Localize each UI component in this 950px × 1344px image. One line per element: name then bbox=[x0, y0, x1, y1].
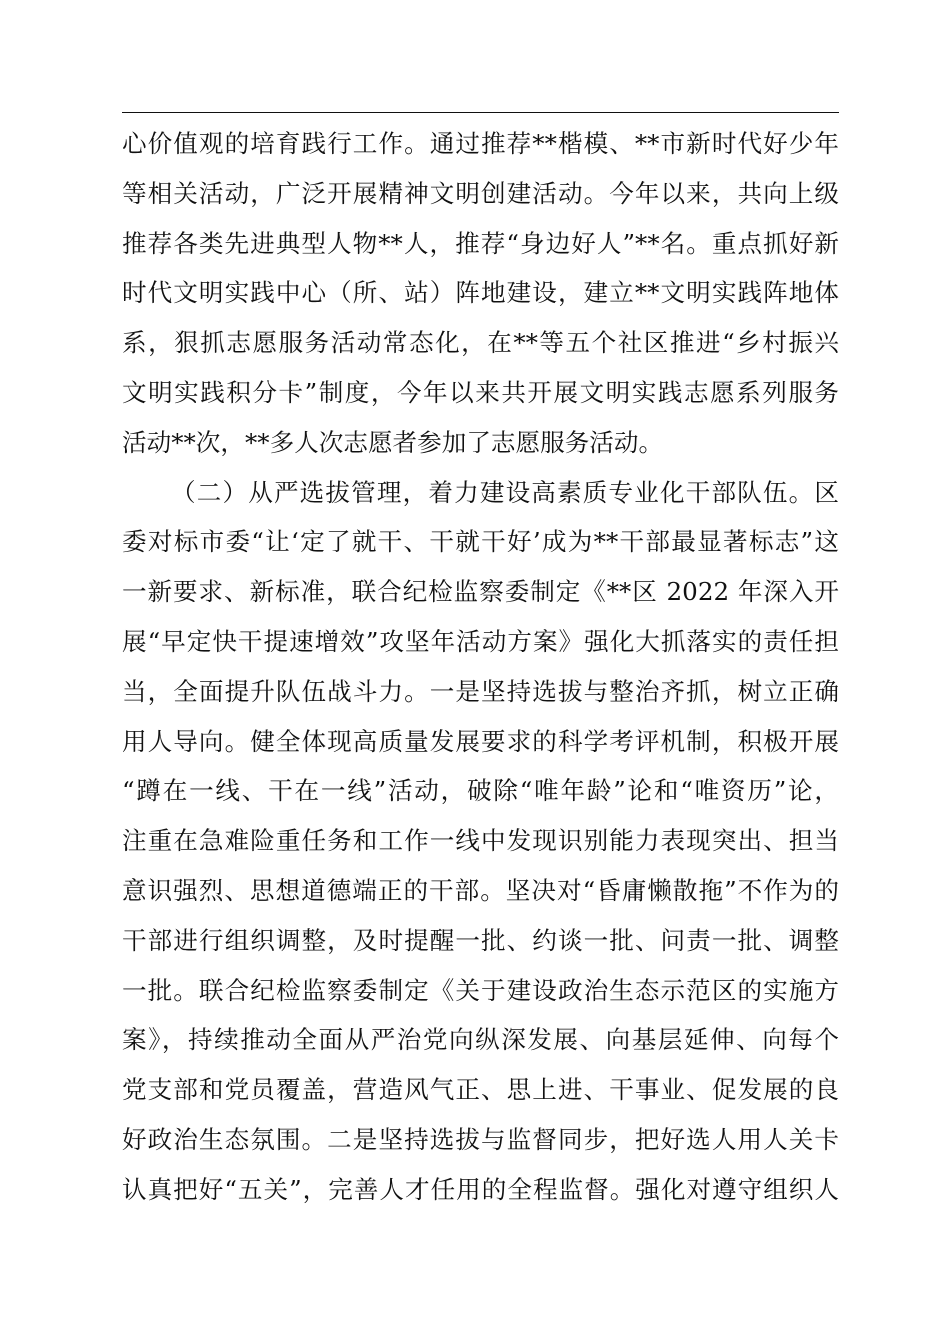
text-line: 党支部和党员覆盖，营造风气正、思上进、干事业、促发展的良 bbox=[122, 1075, 839, 1105]
text-line: 用人导向。健全体现高质量发展要求的科学考评机制，积极开展 bbox=[122, 726, 839, 756]
text-line: 一新要求、新标准，联合纪检监察委制定《**区 2022 年深入开 bbox=[122, 577, 839, 607]
text-line: 等相关活动，广泛开展精神文明创建活动。今年以来，共向上级 bbox=[122, 178, 839, 208]
text-line: “蹲在一线、干在一线”活动，破除“唯年龄”论和“唯资历”论， bbox=[122, 776, 839, 806]
text-line: 干部进行组织调整，及时提醒一批、约谈一批、问责一批、调整 bbox=[122, 925, 839, 955]
text-line: 展“早定快干提速增效”攻坚年活动方案》强化大抓落实的责任担 bbox=[122, 626, 839, 656]
text-line: 系，狠抓志愿服务活动常态化，在**等五个社区推进“乡村振兴 bbox=[122, 328, 839, 358]
text-line: 注重在急难险重任务和工作一线中发现识别能力表现突出、担当 bbox=[122, 826, 839, 856]
body-text bbox=[122, 119, 839, 1215]
text-line: 一批。联合纪检监察委制定《关于建设政治生态示范区的实施方 bbox=[122, 975, 839, 1005]
text-line: 认真把好“五关”，完善人才任用的全程监督。强化对遵守组织人 bbox=[122, 1174, 839, 1204]
text-line: 推荐各类先进典型人物**人，推荐“身边好人”**名。重点抓好新 bbox=[122, 228, 839, 258]
text-line: 当，全面提升队伍战斗力。一是坚持选拔与整治齐抓，树立正确 bbox=[122, 676, 839, 706]
text-line: 活动**次，**多人次志愿者参加了志愿服务活动。 bbox=[122, 427, 664, 457]
section-heading-line: （二）从严选拔管理，着力建设高素质专业化干部队伍。区 bbox=[171, 477, 839, 507]
text-line: 案》，持续推动全面从严治党向纵深发展、向基层延伸、向每个 bbox=[122, 1025, 839, 1055]
text-line: 心价值观的培育践行工作。通过推荐**楷模、**市新时代好少年 bbox=[122, 129, 839, 158]
text-line: 文明实践积分卡”制度，今年以来共开展文明实践志愿系列服务 bbox=[122, 377, 839, 407]
text-line: 委对标市委“让‘定了就干、干就干好’成为**干部最显著标志”这 bbox=[122, 527, 839, 557]
text-line: 时代文明实践中心（所、站）阵地建设，建立**文明实践阵地体 bbox=[122, 278, 839, 308]
header-rule bbox=[122, 112, 839, 113]
text-line: 意识强烈、思想道德端正的干部。坚决对“昏庸懒散拖”不作为的 bbox=[122, 875, 839, 905]
text-line: 好政治生态氛围。二是坚持选拔与监督同步，把好选人用人关卡 bbox=[122, 1124, 839, 1154]
